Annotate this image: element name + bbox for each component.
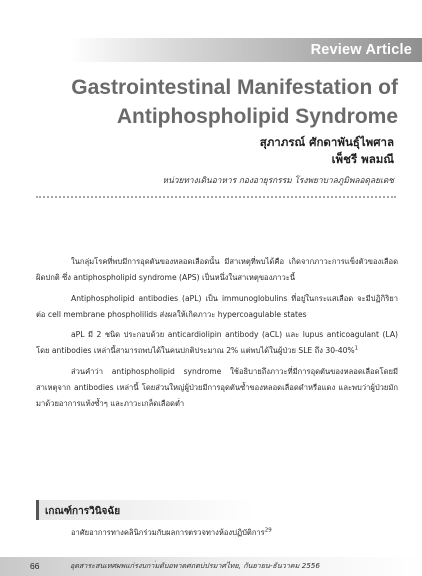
article-title (38, 73, 398, 131)
paragraph-text: aPL มี 2 ชนิด ประกอบด้วย anticardiolipin antibody (aCL) และ lupus anticoagulant (LA) โดย antibodies เหล่านี้สามารถพบได้ในคนปกติประมาณ 2% แต่พบได้ในผู้ป่วย SLE ถึง 30-40% (36, 330, 398, 356)
banner-label: Review Article (310, 42, 412, 58)
paragraph-text: อาศัยอาการทางคลินิกร่วมกับผลการตรวจทางห้องปฏิบัติการ (71, 528, 265, 537)
article-body (36, 254, 398, 417)
paragraph: ในกลุ่มโรคที่พบมีการอุดตันของหลอดเลือดนั้น มีสาเหตุที่พบได้คือ เกิดจากภาวะการแข็งตัวของเลือดผิดปกติ ซึ่ง antiphospholipid syndrome (APS) เป็นหนึ่งในสาเหตุของภาวะนี้ (36, 257, 398, 283)
author-list (260, 134, 394, 168)
author-name: สุภาภรณ์ ศักดาพันธุ์ไพศาล (259, 135, 394, 149)
review-article-banner (70, 38, 422, 62)
section-title: เกณฑ์การวินิจฉัย (45, 506, 121, 517)
page-number: 66 (30, 561, 40, 571)
paragraph (36, 327, 398, 360)
author-name: เพ็ชรี พลมณี (331, 152, 394, 166)
reference-marker: 29 (264, 527, 272, 534)
title-line-2: Antiphospholipid Syndrome (116, 105, 398, 128)
section-heading (36, 497, 400, 523)
title-line-1: Gastrointestinal Manifestation of (71, 76, 398, 99)
page-footer (0, 557, 422, 576)
author-affiliation: หน่วยทางเดินอาหาร กองอายุรกรรม โรงพยาบาลภูมิพลอดุลยเดช (162, 175, 394, 185)
dotted-divider (36, 196, 396, 198)
journal-citation: อุดสาระสนเทศผพแก่รงบกา่มดับอพาดศถตบ่ปรมาศไทย, กันยายน-ธันวาคม 2556 (70, 561, 320, 570)
section-first-line (71, 527, 272, 539)
paragraph: Antiphospholipid antibodies (aPL) เป็น immunoglobulins ที่อยู่ในกระแสเลือด จะมีปฏิกิริยาต่อ cell membrane phospholilids ส่งผลให้เกิดภาวะ hypercoagulable states (36, 293, 398, 319)
reference-marker: 1 (354, 345, 359, 352)
paragraph: ส่วนคำว่า antiphospholipid syndrome ใช้อธิบายถึงภาวะที่มีการอุดตันของหลอดเลือดโดยมีสาเหตุจาก antibodies เหล่านี้ โดยส่วนใหญ่ผู้ป่วยมีการอุดตันซ้ำของหลอดเลือดดำหรือแดง และพบว่าผู้ป่วยมักมาด้วยอาการแท้งซ้ำๆ และภาวะเกล็ดเลือดต่ำ (36, 366, 398, 409)
